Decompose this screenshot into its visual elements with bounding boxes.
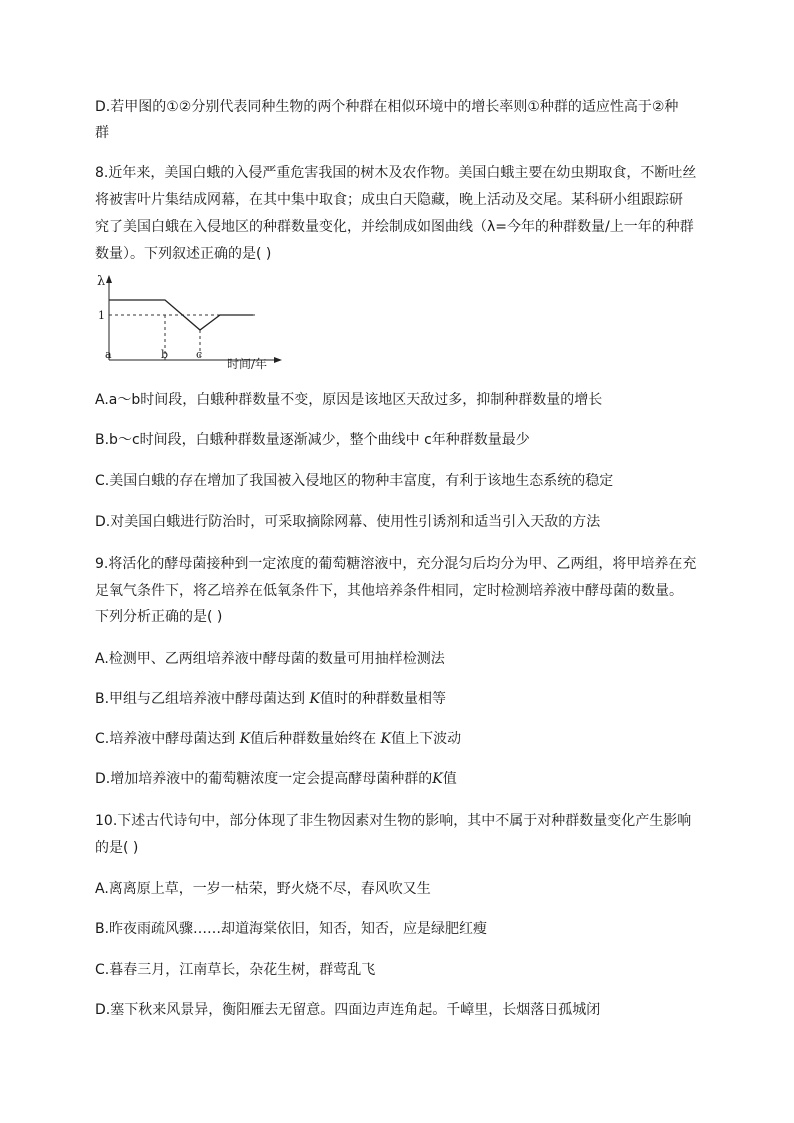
k-value-symbol: K (432, 771, 443, 787)
q10-option-d: D.塞下秋来风景异，衡阳雁去无留意。四面边声连角起。千嶂里，长烟落日孤城闭 (95, 1002, 601, 1018)
q7-option-d-line1: D.若甲图的①②分别代表同种生物的两个种群在相似环境中的增长率则①种群的适应性高于②种 (95, 99, 679, 115)
q8-stem-line3: 究了美国白蛾在入侵地区的种群数量变化，并绘制成如图曲线（λ=今年的种群数量/上一年的种群 (95, 219, 694, 235)
k-value-symbol: K (380, 731, 392, 747)
q9-stem-line1: 9.将活化的酵母菌接种到一定浓度的葡萄糖溶液中，充分混匀后均分为甲、乙两组，将甲培养在充 (95, 556, 697, 572)
q8-option-d: D.对美国白蛾进行防治时，可采取摘除网幕、使用性引诱剂和适当引入天敌的方法 (95, 514, 601, 530)
x-axis-label: 时间/年 (227, 357, 268, 370)
q9-stem-line2: 足氧气条件下，将乙培养在低氧条件下，其他培养条件相同，定时检测培养液中酵母菌的数量。 (95, 583, 683, 599)
q9-stem-line3: 下列分析正确的是( ) (95, 609, 223, 625)
k-value-symbol: K (239, 731, 251, 747)
x-tick-b-label: b (161, 348, 169, 361)
q9-option-b (95, 689, 715, 709)
q8-option-c: C.美国白蛾的存在增加了我国被入侵地区的物种丰富度，有利于该地生态系统的稳定 (95, 473, 614, 489)
x-tick-c-label: c (196, 348, 203, 361)
q9-option-b-text-2: 值时的种群数量相等 (319, 691, 446, 707)
y-tick-1: 1 (98, 309, 105, 322)
x-axis-arrow (274, 357, 282, 363)
q10-stem-line1: 10.下述古代诗句中，部分体现了非生物因素对生物的影响，其中不属于对种群数量变化产生影响 (95, 813, 692, 829)
q9-option-c (95, 729, 715, 749)
y-axis-arrow (106, 275, 112, 283)
x-tick-a-label: a (105, 348, 112, 361)
q9-option-d (95, 769, 715, 789)
q8-stem-line2: 将被害叶片集结成网幕，在其中集中取食；成虫白天隐藏，晚上活动及交尾。某科研小组跟踪研 (95, 192, 683, 208)
q8-lambda-figure (95, 270, 295, 370)
q9-option-d-suffix: 值 (442, 771, 457, 787)
q9-option-c-text-1: C.培养液中酵母菌达到 (95, 731, 240, 747)
q8-option-a: A.a～b时间段，白蛾种群数量不变，原因是该地区天敌过多，抑制种群数量的增长 (95, 392, 603, 408)
q9-option-c-text-2: 值后种群数量始终在 (250, 731, 381, 747)
q10-stem-line2: 的是( ) (95, 840, 139, 856)
y-axis-label: λ (97, 274, 106, 289)
q9-option-c-text-3: 值上下波动 (391, 731, 462, 747)
q9-option-a: A.检测甲、乙两组培养液中酵母菌的数量可用抽样检测法 (95, 651, 445, 667)
q8-option-b: B.b～c时间段，白蛾种群数量逐渐减少，整个曲线中 c年种群数量最少 (95, 432, 530, 448)
q10-option-c: C.暮春三月，江南草长，杂花生树，群莺乱飞 (95, 962, 376, 978)
q9-option-b-text-1: B.甲组与乙组培养液中酵母菌达到 (95, 691, 310, 707)
q10-option-a: A.离离原上草，一岁一枯荣，野火烧不尽，春风吹又生 (95, 881, 431, 897)
q9-option-d-text: D.增加培养液中的葡萄糖浓度一定会提高酵母菌种群的 (95, 771, 433, 787)
q8-stem-line1: 8.近年来，美国白蛾的入侵严重危害我国的树木及农作物。美国白蛾主要在幼虫期取食，不断吐丝 (95, 165, 697, 181)
q8-stem-line4: 数量）。下列叙述正确的是( ) (95, 246, 272, 262)
q10-option-b: B.昨夜雨疏风骤……却道海棠依旧，知否，知否，应是绿肥红瘦 (95, 921, 488, 937)
k-value-symbol: K (309, 691, 320, 707)
q7-option-d-line2: 群 (95, 125, 109, 141)
